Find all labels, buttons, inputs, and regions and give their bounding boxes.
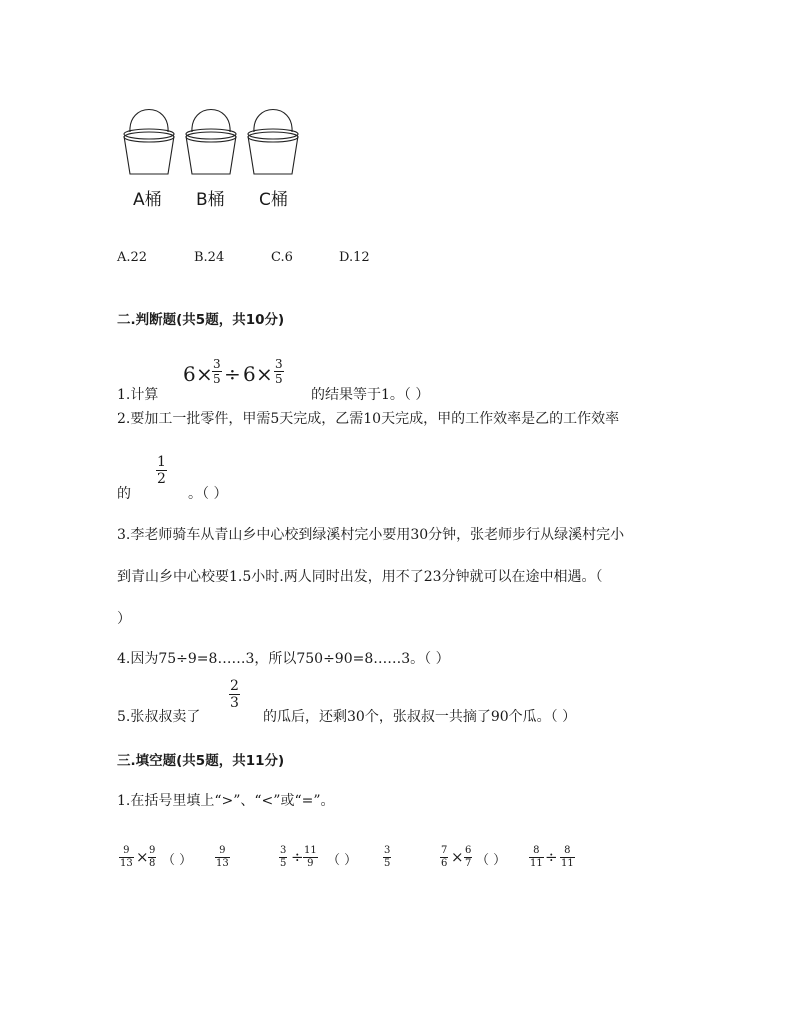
- s3-q1-text: 1.在括号里填上“>”、“<”或“=”。: [117, 793, 335, 809]
- s2-q2-suffix: 。（ ）: [188, 486, 228, 502]
- s2-q2-prefix: 的: [117, 486, 131, 502]
- section-3-title: 三.填空题(共5题，共11分): [117, 753, 285, 769]
- s2-q2-fraction: 1 2: [157, 454, 166, 487]
- option-c: C.6: [271, 250, 293, 265]
- answer-blank[interactable]: （ ）: [476, 853, 507, 868]
- bucket-b-label: B桶: [196, 190, 225, 210]
- option-b: B.24: [194, 250, 225, 265]
- s2-q1-prefix: 1.计算: [117, 387, 159, 403]
- answer-blank[interactable]: （ ）: [327, 853, 358, 868]
- section-2-title: 二.判断题(共5题，共10分): [117, 312, 285, 328]
- s2-q2-line1: 2.要加工一批零件，甲需5天完成，乙需10天完成，甲的工作效率是乙的工作效率: [117, 411, 620, 427]
- s2-q5-prefix: 5.张叔叔卖了: [117, 709, 201, 725]
- option-d: D.12: [339, 250, 370, 265]
- s2-q3-line3: ）: [117, 611, 131, 627]
- bucket-a-icon: [124, 110, 174, 175]
- bucket-a-label: A桶: [133, 190, 162, 210]
- s2-q5-suffix: 的瓜后，还剩30个，张叔叔一共摘了90个瓜。（ ）: [263, 709, 577, 725]
- s2-q4-text: 4.因为75÷9=8……3，所以750÷90=8……3。（ ）: [117, 651, 450, 667]
- bucket-c-icon: [248, 110, 298, 175]
- bucket-b-icon: [186, 110, 236, 175]
- s2-q5-fraction: 2 3: [230, 678, 239, 711]
- answer-blank[interactable]: （ ）: [162, 853, 193, 868]
- s2-q3-line2: 到青山乡中心校要1.5小时.两人同时出发，用不了23分钟就可以在途中相遇。（: [117, 569, 603, 585]
- bucket-c-label: C桶: [259, 190, 288, 210]
- s2-q1-suffix: 的结果等于1。（ ）: [311, 387, 430, 403]
- buckets-illustration: [118, 98, 308, 178]
- s2-q3-line1: 3.李老师骑车从青山乡中心校到绿溪村完小要用30分钟，张老师步行从绿溪村完小: [117, 527, 625, 543]
- option-a: A.22: [117, 250, 148, 265]
